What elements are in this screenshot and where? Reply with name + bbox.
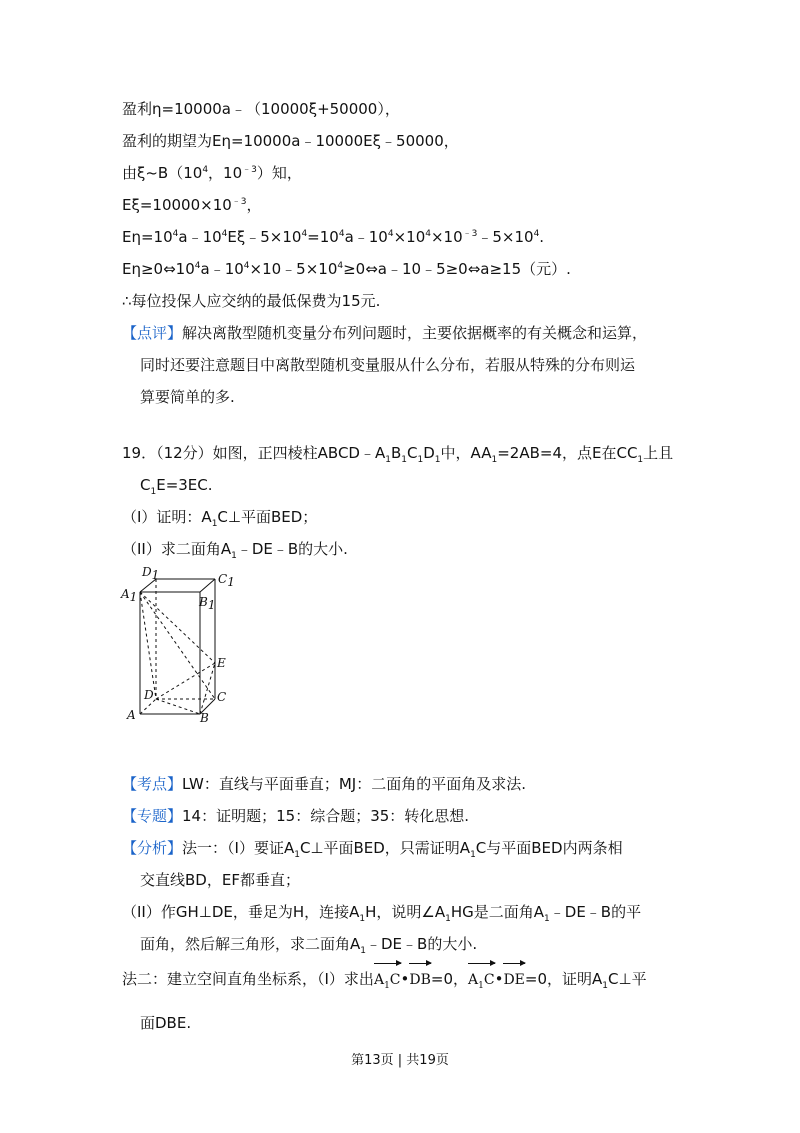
label-A1: A1 [121,587,138,604]
question-19-part-2: （II）求二面角$A_1﹣DE﹣B$的大小. [122,540,348,561]
vector-A1C: $A_1C$ [374,969,401,991]
solution-line-4: $E\xi=10000\times 10^{﹣3}$， [122,196,262,214]
comment-tag: 【点评】 [122,324,183,342]
comment-line-1: 【点评】解决离散型随机变量分布列问题时，主要依据概率的有关概念和运算， [122,324,648,342]
vector-DE: DE [503,969,524,991]
kaodian-tag: 【考点】 [122,775,183,793]
fenxi-line-4: 面角，然后解三角形，求二面角$A_1﹣DE﹣B$的大小. [140,935,478,956]
label-C: C [217,690,227,704]
solution-line-7: ∴每位投保人应交纳的最低保费为15元. [122,292,381,310]
question-19-part-1: （I）证明：$A_1C\perp$平面BED； [122,508,318,529]
comment-line-2: 同时还要注意题目中离散型随机变量服从什么分布，若服从特殊的分布则运 [140,356,636,374]
solution-line-3: 由$\xi\sim B(10^4$，$10^{﹣3}$）知， [122,164,302,182]
label-D1: D1 [142,565,160,582]
label-D: D [144,688,154,702]
vector-A1C-2: $A_1C$ [468,969,495,991]
fenxi-line-2: 交直线BD，EF都垂直； [140,871,300,889]
question-19-line-1: 19．（12分）如图，正四棱柱$ABCD﹣A_1B_1C_1D_1$中，$AA_1=2AB=4$，点E在$CC_1$上且 [122,444,674,465]
prism-figure [118,562,248,727]
solution-line-6: $E\eta\ge 0\Leftrightarrow 10^4a﹣10^4\times 10﹣5\times 10^4\ge 0\Leftrightarrow a﹣10﹣5\ge 0\Leftrightarrow a\ge 15$（元）. [122,260,571,278]
label-E: E [217,656,226,670]
label-B1: B1 [199,595,216,612]
vector-DB: DB [409,969,431,991]
comment-line-3: 算要简单的多. [140,388,235,406]
zhuanti-line: 【专题】14：证明题；15：综合题；35：转化思想. [122,807,470,825]
fenxi-line-3: （II）作GH⊥DE，垂足为H，连接$A_1H$，说明$\angle A_1HG$是二面角$A_1﹣DE﹣B$的平 [122,903,642,924]
solution-line-5: $E\eta=10^4a﹣10^4E\xi﹣5\times 10^4=10^4a﹣10^4\times 10^4\times 10^{﹣3}﹣5\times 10^4$. [122,228,545,246]
question-19-line-2: $C_1E=3EC$. [140,476,213,497]
label-A: A [127,708,136,722]
fenxi-line-6: 面DBE. [140,1014,192,1032]
page-footer: 第13页 | 共19页 [351,1053,449,1068]
label-C1: C1 [218,572,235,589]
fenxi-line-5: 法二：建立空间直角坐标系，（I）求出 $A_1C•$ DB=0， $A_1C•$ DE=0，证明$A_1C\perp$平 [122,968,647,991]
label-B: B [200,711,209,725]
solution-line-1: 盈利η=10000a﹣（10000ξ+50000）， [122,100,400,118]
kaodian-line: 【考点】LW：直线与平面垂直；MJ：二面角的平面角及求法. [122,775,526,793]
solution-line-2: 盈利的期望为Eη=10000a﹣10000Eξ﹣50000， [122,132,459,150]
fenxi-line-1: 【分析】法一：（I）要证$A_1C\perp$平面BED，只需证明$A_1C$与平面BED内两条相 [122,839,623,860]
zhuanti-tag: 【专题】 [122,807,183,825]
fenxi-tag: 【分析】 [122,839,183,857]
